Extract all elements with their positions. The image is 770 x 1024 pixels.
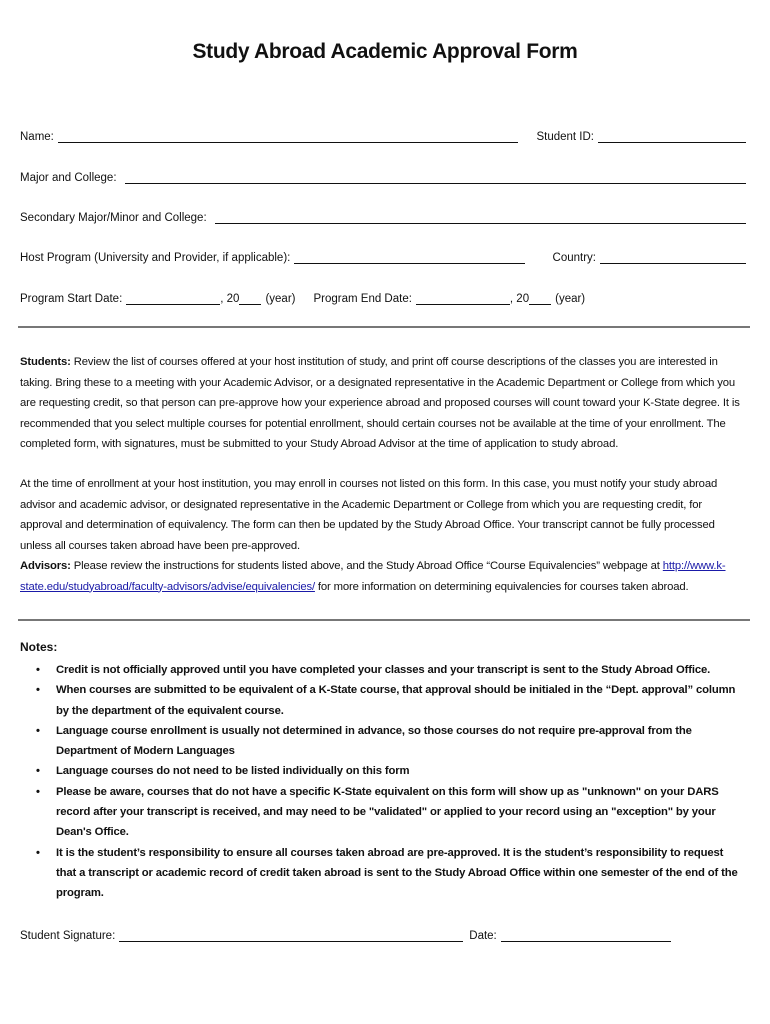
start-year-prefix: , 20 [220, 293, 240, 305]
student-signature-field[interactable] [119, 929, 463, 942]
divider-top [18, 326, 750, 328]
signature-row [20, 924, 650, 942]
secondary-field[interactable] [215, 211, 746, 224]
secondary-label: Secondary Major/Minor and College: [20, 212, 207, 224]
notes-list [20, 660, 740, 904]
note-item [20, 660, 740, 680]
bullet-icon: • [36, 846, 40, 859]
secondary-row [20, 206, 746, 224]
students-heading: Students: [20, 356, 71, 368]
bullet-icon: • [36, 765, 40, 778]
notes-heading: Notes: [20, 640, 58, 654]
advisors-heading: Advisors: [20, 560, 71, 572]
major-row [20, 166, 746, 184]
dates-row [20, 287, 586, 305]
student-id-field[interactable] [598, 130, 746, 143]
start-date-field[interactable] [126, 292, 220, 305]
end-date-label: Program End Date: [313, 293, 412, 305]
students-paragraph [20, 352, 746, 455]
host-label: Host Program (University and Provider, if applicable): [20, 252, 291, 264]
name-field[interactable] [58, 130, 519, 143]
bullet-icon: • [36, 684, 40, 697]
note-text: It is the student’s responsibility to ensure all courses taken abroad are pre-approved. It is the student’s responsibility to request that a transcript or academic record of credit taken abroad is sent to the Study Abroad Office within one semester of the end of the program. [56, 846, 738, 900]
advisors-text-after: for more information on determining equivalencies for courses taken abroad. [314, 580, 689, 593]
note-text: Language course enrollment is usually not determined in advance, so those courses do not require pre-approval from the Department of Modern Languages [56, 724, 692, 758]
student-signature-label: Student Signature: [20, 930, 116, 942]
end-year-prefix: , 20 [509, 293, 530, 305]
advisors-text-before: Please review the instructions for students listed above, and the Study Abroad Office “Course Equivalencies” webpage at [70, 560, 663, 572]
start-date-label: Program Start Date: [20, 293, 123, 305]
divider-middle [18, 619, 750, 621]
advisors-paragraph [20, 556, 746, 597]
country-field[interactable] [600, 251, 746, 264]
name-label: Name: [20, 131, 54, 143]
major-field[interactable] [125, 171, 746, 184]
note-item [20, 843, 740, 904]
note-text: When courses are submitted to be equivalent of a K-State course, that approval should be initialed in the “Dept. approval” column by the department of the equivalent course. [56, 684, 736, 717]
bullet-icon: • [36, 785, 40, 798]
host-row [20, 246, 746, 264]
end-year-field[interactable] [529, 292, 551, 305]
end-date-field[interactable] [416, 292, 510, 305]
end-year-suffix: (year) [555, 293, 586, 305]
start-year-field[interactable] [239, 292, 261, 305]
note-item [20, 721, 740, 762]
name-row [20, 125, 746, 143]
equivalencies-link[interactable]: http://www.k-state.edu/studyabroad/faculty-advisors/advise/equivalencies/ [20, 560, 726, 593]
page-title: Study Abroad Academic Approval Form [192, 40, 578, 63]
note-item [20, 761, 740, 781]
note-item [20, 680, 740, 721]
enrollment-paragraph: At the time of enrollment at your host institution, you may enroll in courses not listed on this form. In this case, you must notify your study abroad advisor and academic advisor, or designated representative in the Academic Department or College from which you are requesting credit, for approval and determination of equivalency. The form can then be updated by the Study Abroad Office. Your transcript cannot be fully processed unless all courses taken abroad have been pre-approved. [20, 478, 718, 552]
note-text: Credit is not officially approved until you have completed your classes and your transcript is sent to the Study Abroad Office. [56, 664, 711, 676]
note-text: Language courses do not need to be listed individually on this form [56, 765, 410, 778]
bullet-icon: • [36, 724, 40, 737]
host-field[interactable] [294, 251, 524, 264]
note-text: Please be aware, courses that do not have a specific K-State equivalent on this form will show up as "unknown" on your DARS record after your transcript is received, and may need to be "validated" or applied to your record using an "exception" by your Dean's Office. [56, 785, 719, 839]
students-text: Review the list of courses offered at your host institution of study, and print off course descriptions of the classes you are interested in taking. Bring these to a meeting with your Academic Advisor, or a designated representative in the Academic Department or College from which you are requesting credit, so that person can pre-approve how your experience abroad and proposed courses will count toward your K-State degree. It is recommended that you select multiple courses for potential enrollment, should certain courses not be available at the time of your enrollment. The completed form, with signatures, must be submitted to your Study Abroad Advisor at the time of application to study abroad. [20, 356, 740, 450]
start-year-suffix: (year) [265, 293, 296, 305]
student-id-label: Student ID: [536, 131, 594, 143]
note-item [20, 782, 740, 843]
date-label: Date: [469, 930, 497, 942]
country-label: Country: [552, 252, 596, 264]
bullet-icon: • [36, 664, 40, 676]
major-label: Major and College: [20, 172, 117, 184]
date-field[interactable] [501, 929, 671, 942]
